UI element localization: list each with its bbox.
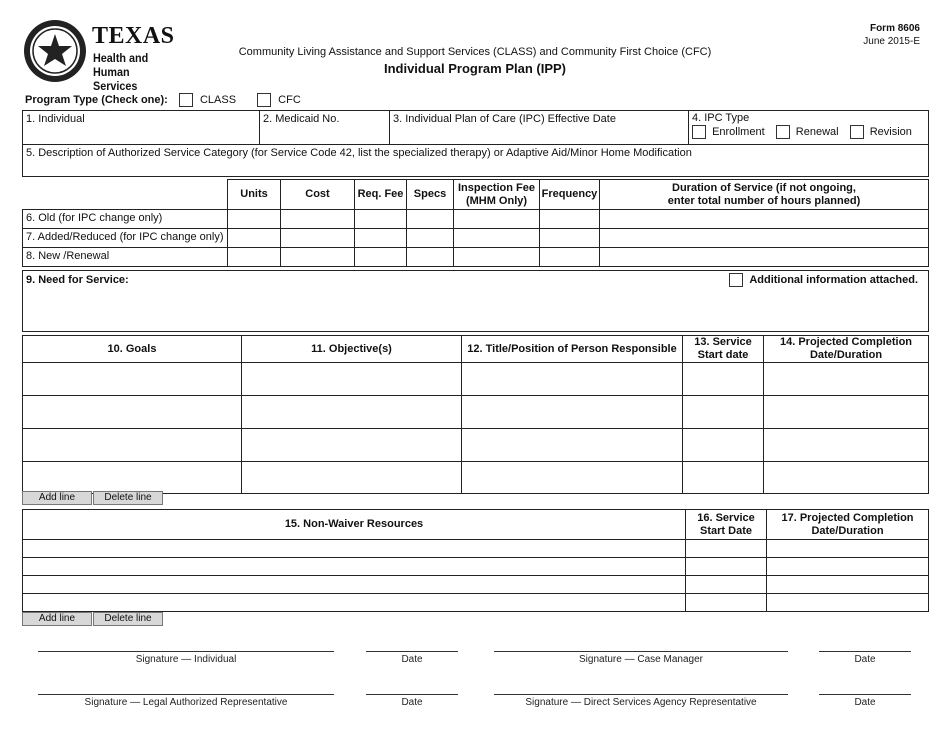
form-date: June 2015-E: [863, 36, 920, 47]
table-cell[interactable]: [23, 594, 686, 612]
delete-line-button-goals[interactable]: Delete line: [93, 491, 163, 505]
description-field[interactable]: [23, 145, 929, 177]
table-cell[interactable]: [462, 462, 683, 494]
table-cell[interactable]: [242, 396, 462, 429]
table-cell[interactable]: [23, 576, 686, 594]
need-for-service-label: 9. Need for Service:: [26, 274, 129, 286]
logo-title: TEXAS: [92, 23, 175, 49]
table-cell[interactable]: [407, 248, 454, 267]
table-cell[interactable]: [764, 363, 929, 396]
table-cell[interactable]: [764, 429, 929, 462]
table-row: [23, 210, 929, 229]
table-cell[interactable]: [281, 210, 355, 229]
table-cell[interactable]: [281, 229, 355, 248]
program-type-row: [25, 93, 301, 107]
service-start-date-line1: 16. Service: [697, 511, 755, 524]
table-row: [23, 576, 929, 594]
table-cell[interactable]: [407, 210, 454, 229]
additional-info-label: Additional information attached.: [749, 274, 918, 286]
class-checkbox[interactable]: [179, 93, 193, 107]
table-cell[interactable]: [23, 396, 242, 429]
projected-completion-line1: 14. Projected Completion: [779, 336, 913, 348]
signature-case-manager[interactable]: Signature — Case Manager: [494, 651, 788, 665]
table-cell[interactable]: [242, 363, 462, 396]
table-cell[interactable]: [242, 429, 462, 462]
table-cell[interactable]: [242, 462, 462, 494]
ipc-type-label: 4. IPC Type: [692, 112, 750, 124]
inspection-fee-line2: (MHM Only): [465, 194, 528, 207]
add-line-button-goals[interactable]: Add line: [22, 491, 92, 505]
table-cell[interactable]: [23, 363, 242, 396]
col-service-start-date: [686, 510, 767, 540]
col-inspection-fee: [454, 180, 540, 210]
revision-label: Revision: [869, 126, 912, 138]
renewal-label: Renewal: [795, 126, 839, 138]
table-cell[interactable]: [228, 248, 281, 267]
medicaid-label: 2. Medicaid No.: [263, 113, 340, 125]
date-case-manager[interactable]: Date: [819, 651, 911, 665]
row-added-label: 7. Added/Reduced (for IPC change only): [23, 229, 228, 248]
table-cell[interactable]: [281, 248, 355, 267]
description-label: 5. Description of Authorized Service Category (for Service Code 42, list the specialized therapy) or Adaptive Aid/Minor Home Modification: [26, 147, 692, 159]
form-number-block: [863, 22, 920, 48]
table-cell[interactable]: [355, 229, 407, 248]
table-row: [23, 429, 929, 462]
table-row: [23, 594, 929, 612]
inspection-fee-line1: Inspection Fee: [457, 181, 536, 194]
date-dsa[interactable]: Date: [819, 694, 911, 708]
col-non-waiver-resources: 15. Non-Waiver Resources: [23, 510, 686, 540]
table-cell[interactable]: [23, 429, 242, 462]
need-for-service-field[interactable]: [23, 271, 929, 332]
need-for-service-table: [22, 270, 929, 332]
table-cell[interactable]: [462, 363, 683, 396]
signature-individual[interactable]: Signature — Individual: [38, 651, 334, 665]
table-cell[interactable]: [767, 540, 929, 558]
individual-label: 1. Individual: [26, 113, 85, 125]
col-cost: Cost: [281, 180, 355, 210]
table-cell[interactable]: [355, 248, 407, 267]
signature-lar[interactable]: Signature — Legal Authorized Representative: [38, 694, 334, 708]
table-cell[interactable]: [454, 210, 540, 229]
table-cell[interactable]: [767, 576, 929, 594]
service-start-line2: Start date: [697, 349, 749, 361]
cfc-option-label: CFC: [278, 94, 301, 106]
table-cell[interactable]: [686, 594, 767, 612]
table-cell[interactable]: [683, 429, 764, 462]
form-subtitle: Community Living Assistance and Support Services (CLASS) and Community First Choice (CFC): [238, 46, 712, 58]
logo-sub-line1: Health and Human: [93, 51, 149, 79]
table-cell[interactable]: [228, 229, 281, 248]
projected-completion2-line1: 17. Projected Completion: [781, 511, 914, 524]
table-cell[interactable]: [686, 576, 767, 594]
enrollment-checkbox[interactable]: [692, 125, 706, 139]
col-duration: [600, 180, 929, 210]
add-line-button-resources[interactable]: Add line: [22, 612, 92, 626]
col-frequency: Frequency: [540, 180, 600, 210]
signature-dsa[interactable]: Signature — Direct Services Agency Representative: [494, 694, 788, 708]
form-number: Form 8606: [869, 23, 920, 34]
table-cell[interactable]: [600, 210, 929, 229]
table-cell[interactable]: [683, 462, 764, 494]
table-cell[interactable]: [23, 558, 686, 576]
additional-info-checkbox[interactable]: [729, 273, 743, 287]
col-objectives: 11. Objective(s): [242, 336, 462, 363]
delete-line-button-resources[interactable]: Delete line: [93, 612, 163, 626]
table-row: [23, 229, 929, 248]
col-units: Units: [228, 180, 281, 210]
table-row: [23, 396, 929, 429]
individual-field[interactable]: [23, 111, 260, 145]
date-lar[interactable]: Date: [366, 694, 458, 708]
table-cell[interactable]: [764, 396, 929, 429]
duration-line1: Duration of Service (if not ongoing,: [672, 181, 856, 194]
renewal-checkbox[interactable]: [776, 125, 790, 139]
projected-completion-line2: Date/Duration: [809, 349, 883, 361]
table-cell[interactable]: [355, 210, 407, 229]
revision-checkbox[interactable]: [850, 125, 864, 139]
service-start-line1: 13. Service: [694, 336, 752, 348]
table-cell[interactable]: [228, 210, 281, 229]
table-cell[interactable]: [764, 462, 929, 494]
row-new-label: 8. New /Renewal: [23, 248, 228, 267]
table-cell[interactable]: [462, 396, 683, 429]
table-cell[interactable]: [454, 229, 540, 248]
service-table: [22, 179, 929, 267]
table-cell[interactable]: [454, 248, 540, 267]
duration-line2: enter total number of hours planned): [667, 194, 861, 207]
form-title: Individual Program Plan (IPP): [383, 61, 567, 76]
service-table-corner: [23, 180, 228, 210]
service-start-date-line2: Start Date: [700, 524, 752, 537]
table-row: [23, 248, 929, 267]
row-old-label: 6. Old (for IPC change only): [23, 210, 228, 229]
table-cell[interactable]: [540, 248, 600, 267]
ipc-type-field: [689, 111, 929, 145]
ipc-date-field[interactable]: [390, 111, 689, 145]
table-row: [23, 540, 929, 558]
enrollment-label: Enrollment: [712, 126, 765, 138]
goals-table: [22, 335, 929, 494]
table-cell[interactable]: [767, 558, 929, 576]
medicaid-field[interactable]: [260, 111, 390, 145]
individual-info-table: [22, 110, 929, 177]
table-cell[interactable]: [600, 229, 929, 248]
program-type-label: Program Type (Check one):: [25, 94, 168, 106]
table-cell[interactable]: [767, 594, 929, 612]
table-cell[interactable]: [540, 229, 600, 248]
table-cell[interactable]: [462, 429, 683, 462]
table-cell[interactable]: [686, 558, 767, 576]
table-cell[interactable]: [540, 210, 600, 229]
table-cell[interactable]: [686, 540, 767, 558]
ipc-date-label: 3. Individual Plan of Care (IPC) Effective Date: [393, 113, 616, 125]
table-cell[interactable]: [407, 229, 454, 248]
table-cell[interactable]: [600, 248, 929, 267]
table-cell[interactable]: [23, 462, 242, 494]
table-cell[interactable]: [683, 396, 764, 429]
col-goals: 10. Goals: [23, 336, 242, 363]
table-cell[interactable]: [23, 540, 686, 558]
projected-completion2-line2: Date/Duration: [811, 524, 884, 537]
table-row: [23, 558, 929, 576]
col-projected-completion-2: [767, 510, 929, 540]
table-row: [23, 462, 929, 494]
class-option-label: CLASS: [199, 94, 237, 106]
cfc-checkbox[interactable]: [257, 93, 271, 107]
table-cell[interactable]: [683, 363, 764, 396]
col-service-start: [683, 336, 764, 363]
logo-sub-line2: Services: [93, 79, 138, 93]
col-title-position: 12. Title/Position of Person Responsible: [462, 336, 683, 363]
resources-table: [22, 509, 929, 612]
col-specs: Specs: [407, 180, 454, 210]
col-projected-completion: [764, 336, 929, 363]
date-individual[interactable]: Date: [366, 651, 458, 665]
col-req-fee: Req. Fee: [355, 180, 407, 210]
table-row: [23, 363, 929, 396]
